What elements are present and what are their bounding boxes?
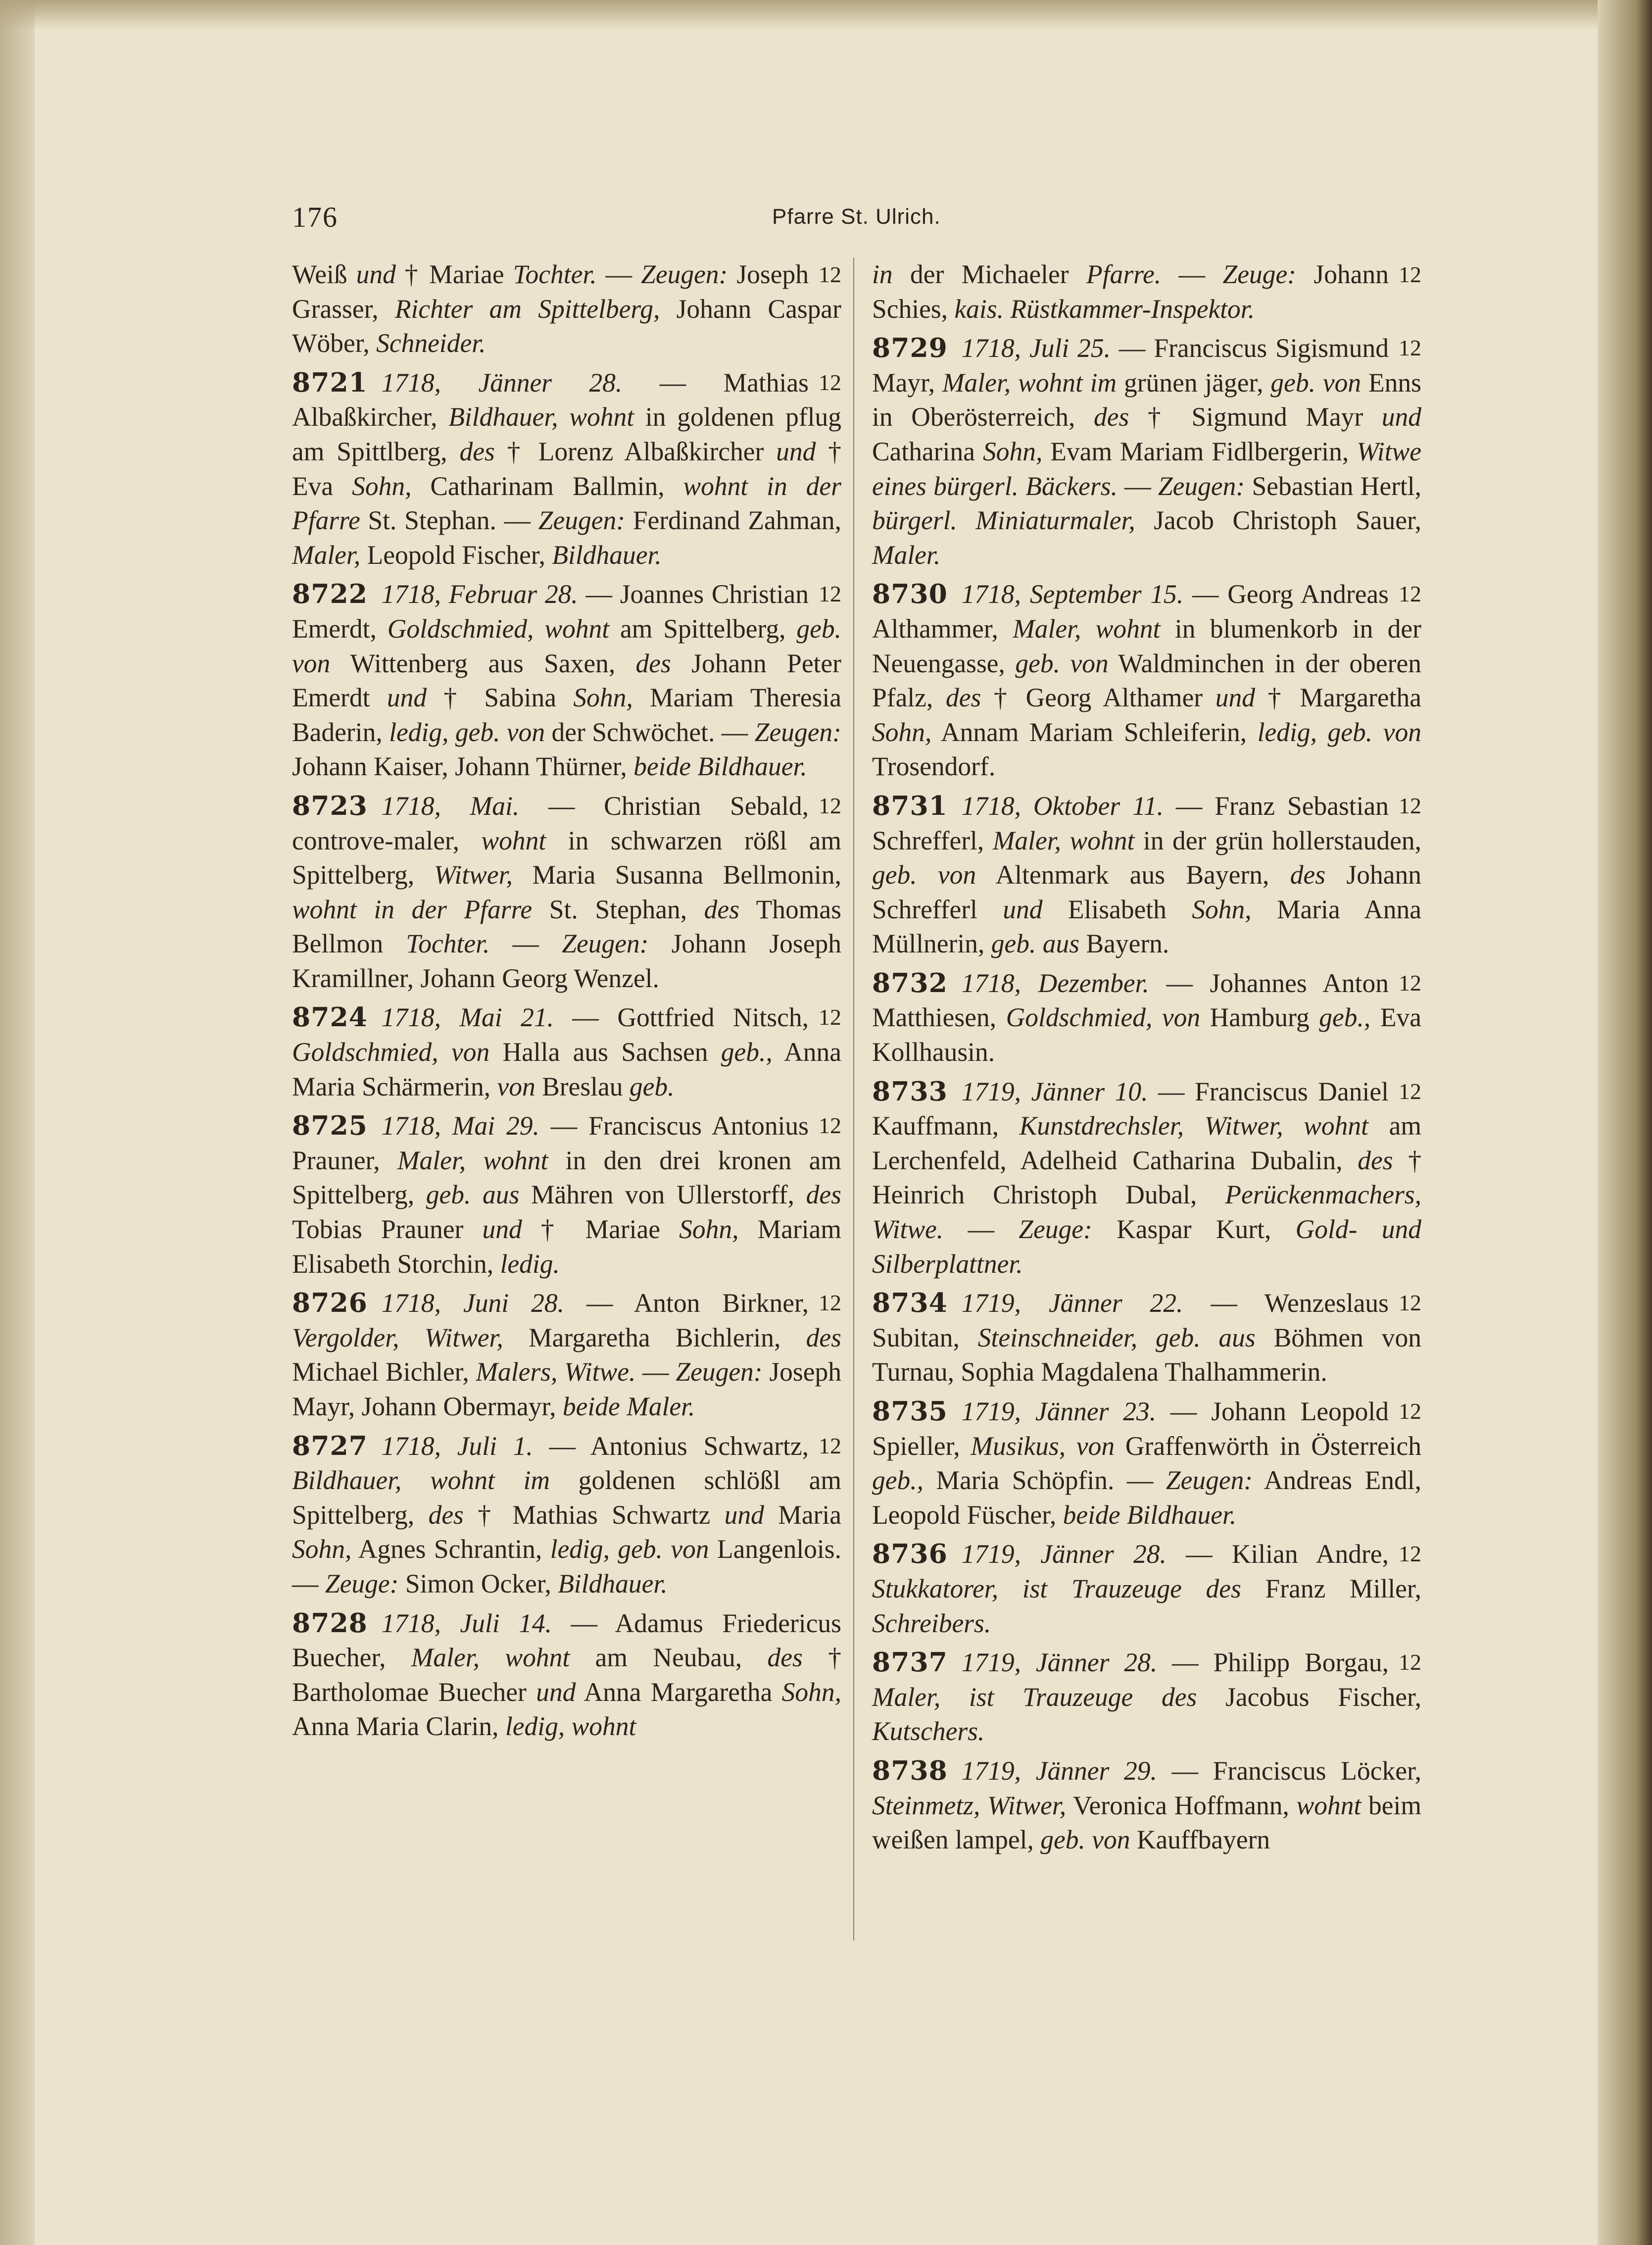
entry-number: 8729 <box>872 332 962 364</box>
entry-date: 1719, Jänner 28. <box>961 1539 1166 1569</box>
page-header <box>292 200 1425 245</box>
entry-marker: 12 <box>819 369 841 395</box>
entry-date: 1718, Juni 28. <box>381 1288 565 1318</box>
register-entry <box>292 789 841 996</box>
entry-date: 1719, Jänner 10. <box>961 1076 1148 1106</box>
entry-text: Weiß und † Mariae Tochter. — Zeugen: Joseph Grasser, Richter am Spittelberg, Johann Caspar Wöber, Schneider. <box>292 259 841 358</box>
entry-number: 8737 <box>872 1646 962 1678</box>
entry-number: 8731 <box>872 790 962 821</box>
entry-marker: 12 <box>1399 970 1421 996</box>
entry-marker: 12 <box>1399 1290 1421 1316</box>
entry-number: 8738 <box>872 1754 962 1786</box>
entry-date: 1718, Februar 28. <box>381 579 578 609</box>
entry-marker: 12 <box>1399 1541 1421 1567</box>
register-entry <box>872 331 1421 572</box>
entry-text: — Georg Andreas Althammer, Maler, wohnt in blumenkorb in der Neuengasse, geb. von Waldminchen in der oberen Pfalz, des † Georg Althamer und † Margaretha Sohn, Annam Mariam Schleiferin, ledig, geb. von Trosendorf. <box>872 579 1421 782</box>
page-number: 176 <box>292 201 338 233</box>
entry-number: 8722 <box>292 578 382 610</box>
register-entry <box>292 365 841 573</box>
entry-date: 1719, Jänner 29. <box>961 1755 1157 1786</box>
entry-marker: 12 <box>819 262 841 287</box>
entry-marker: 12 <box>819 581 841 607</box>
entry-date: 1718, Mai 29. <box>381 1111 539 1141</box>
register-entry <box>872 1394 1421 1532</box>
entry-number: 8733 <box>872 1075 962 1107</box>
entry-text: — Franciscus Sigismund Mayr, Maler, wohnt im grünen jäger, geb. von Enns in Oberösterreich, des † Sigmund Mayr und Catharina Sohn, Evam Mariam Fidlbergerin, Witwe eines bürgerl. Bäckers. — Zeugen: Sebastian Hertl, bürgerl. Miniaturmaler, Jacob Christoph Sauer, Maler. <box>872 333 1422 570</box>
entry-text: — Franciscus Antonius Prauner, Maler, wohnt in den drei kronen am Spittelberg, geb. aus Mähren von Ullerstorff, des Tobias Prauner und † Mariae Sohn, Mariam Elisabeth Storchin, ledig. <box>292 1111 841 1279</box>
entry-text: — Wenzeslaus Subitan, Steinschneider, geb. aus Böhmen von Turnau, Sophia Magdalena Thalhammerin. <box>872 1288 1421 1387</box>
register-entry <box>872 1074 1421 1282</box>
entry-text: — Mathias Albaßkircher, Bildhauer, wohnt in goldenen pflug am Spittlberg, des † Lorenz Albaßkircher und † Eva Sohn, Catharinam Ballmin, wohnt in der Pfarre St. Stephan. — Zeugen: Ferdinand Zahman, Maler, Leopold Fischer, Bildhauer. <box>292 367 841 570</box>
entry-text: — Adamus Friedericus Buecher, Maler, wohnt am Neubau, des † Bartholomae Buecher und Anna Margaretha Sohn, Anna Maria Clarin, ledig, wohnt <box>292 1608 842 1742</box>
entry-marker: 12 <box>1399 793 1421 818</box>
entry-number: 8726 <box>292 1287 382 1319</box>
entry-date: 1718, Juli 1. <box>381 1431 533 1461</box>
register-entry <box>872 1286 1421 1390</box>
entry-marker: 12 <box>1399 1649 1421 1675</box>
entry-marker: 12 <box>1399 335 1421 361</box>
register-entry <box>872 1537 1421 1641</box>
register-entry <box>872 1753 1421 1857</box>
register-entry <box>292 1429 841 1601</box>
entry-marker: 12 <box>1399 581 1421 607</box>
entry-number: 8725 <box>292 1110 382 1142</box>
entry-text: — Antonius Schwartz, Bildhauer, wohnt im goldenen schlößl am Spittelberg, des † Mathias Schwartz und Maria Sohn, Agnes Schrantin, ledig, geb. von Langenlois. — Zeuge: Simon Ocker, Bildhauer. <box>292 1431 842 1598</box>
entry-number: 8721 <box>292 366 382 398</box>
entry-text: — Anton Birkner, Vergolder, Witwer, Margaretha Bichlerin, des Michael Bichler, Malers, Witwe. — Zeugen: Joseph Mayr, Johann Obermayr, beide Maler. <box>292 1288 842 1421</box>
entry-number: 8723 <box>292 790 382 821</box>
page-top-shadow <box>0 0 1652 30</box>
entry-date: 1718, Mai. <box>381 791 520 821</box>
register-entry <box>292 1000 841 1104</box>
register-entry <box>292 1606 841 1744</box>
register-entry <box>872 577 1421 784</box>
entry-marker: 12 <box>819 793 841 818</box>
running-title: Pfarre St. Ulrich. <box>772 204 941 229</box>
entry-number: 8734 <box>872 1287 962 1319</box>
page-edge-right <box>1598 0 1652 2245</box>
entry-continuation <box>872 257 1421 326</box>
right-column <box>872 257 1421 1862</box>
entry-marker: 12 <box>1399 262 1421 287</box>
entry-continuation <box>292 257 841 361</box>
entry-date: 1718, Oktober 11. <box>961 791 1164 821</box>
entry-text: in der Michaeler Pfarre. — Zeuge: Johann Schies, kais. Rüstkammer-Inspektor. <box>872 259 1389 324</box>
column-divider <box>853 257 854 1941</box>
register-entry <box>872 1645 1421 1749</box>
register-entry <box>872 966 1421 1070</box>
entry-number: 8732 <box>872 967 962 998</box>
entry-marker: 12 <box>819 1433 841 1458</box>
entry-marker: 12 <box>1399 1398 1421 1424</box>
entry-date: 1718, Jänner 28. <box>381 367 623 398</box>
entry-date: 1718, Dezember. <box>961 968 1149 998</box>
entry-date: 1718, Mai 21. <box>381 1002 554 1033</box>
entry-date: 1718, Juli 25. <box>961 333 1111 363</box>
entry-date: 1719, Jänner 28. <box>961 1647 1158 1678</box>
entry-text: — Philipp Borgau, Maler, ist Trauzeuge des Jacobus Fischer, Kutschers. <box>872 1647 1421 1746</box>
entry-text: — Johannes Anton Matthiesen, Goldschmied, von Hamburg geb., Eva Kollhausin. <box>872 968 1421 1067</box>
register-entry <box>292 1108 841 1281</box>
entry-marker: 12 <box>1399 1078 1421 1104</box>
entry-text: — Kilian Andre, Stukkatorer, ist Trauzeuge des Franz Miller, Schreibers. <box>872 1539 1421 1638</box>
register-entry <box>292 1286 841 1424</box>
entry-number: 8735 <box>872 1396 962 1427</box>
entry-date: 1719, Jänner 22. <box>961 1288 1183 1318</box>
entry-date: 1719, Jänner 23. <box>961 1397 1157 1426</box>
entry-text: — Christian Sebald, controve-maler, wohnt in schwarzen rößl am Spittelberg, Witwer, Maria Susanna Bellmonin, wohnt in der Pfarre St. Stephan, des Thomas Bellmon Tochter. — Zeugen: Johann Joseph Kramillner, Johann Georg Wenzel. <box>292 791 841 993</box>
entry-text: — Joannes Christian Emerdt, Goldschmied, wohnt am Spittelberg, geb. von Wittenberg aus Saxen, des Johann Peter Emerdt und † Sabina Sohn, Mariam Theresia Baderin, ledig, geb. von der Schwöchet. — Zeugen: Johann Kaiser, Johann Thürner, beide Bildhauer. <box>292 579 841 782</box>
entry-marker: 12 <box>819 1004 841 1030</box>
entry-text: — Franciscus Daniel Kauffmann, Kunstdrechsler, Witwer, wohnt am Lerchenfeld, Adelheid Catharina Dubalin, des † Heinrich Christoph Dubal, Perückenmachers, Witwe. — Zeuge: Kaspar Kurt, Gold- und Silberplattner. <box>872 1076 1421 1279</box>
register-entry <box>292 577 841 784</box>
entry-number: 8724 <box>292 1001 382 1033</box>
entry-text: — Gottfried Nitsch, Goldschmied, von Halla aus Sachsen geb., Anna Maria Schärmerin, von Breslau geb. <box>292 1002 842 1101</box>
entry-text: — Johann Leopold Spieller, Musikus, von Graffenwörth in Österreich geb., Maria Schöpfin. — Zeugen: Andreas Endl, Leopold Füscher, beide Bildhauer. <box>872 1397 1422 1530</box>
entry-number: 8730 <box>872 578 962 610</box>
page-edge-left <box>0 0 35 2245</box>
entry-marker: 12 <box>819 1113 841 1139</box>
entry-date: 1718, Juli 14. <box>381 1608 552 1638</box>
entry-date: 1718, September 15. <box>961 579 1184 609</box>
left-column <box>292 257 841 1748</box>
entry-marker: 12 <box>819 1290 841 1316</box>
entry-text: — Franciscus Löcker, Steinmetz, Witwer, Veronica Hoffmann, wohnt beim weißen lampel, geb. von Kauffbayern <box>872 1755 1421 1855</box>
entry-text: — Franz Sebastian Schrefferl, Maler, wohnt in der grün hollerstauden, geb. von Altenmark aus Bayern, des Johann Schrefferl und Elisabeth Sohn, Maria Anna Müllnerin, geb. aus Bayern. <box>872 791 1421 959</box>
register-entry <box>872 789 1421 961</box>
entry-number: 8736 <box>872 1538 962 1570</box>
entry-number: 8727 <box>292 1430 382 1461</box>
entry-number: 8728 <box>292 1607 382 1639</box>
